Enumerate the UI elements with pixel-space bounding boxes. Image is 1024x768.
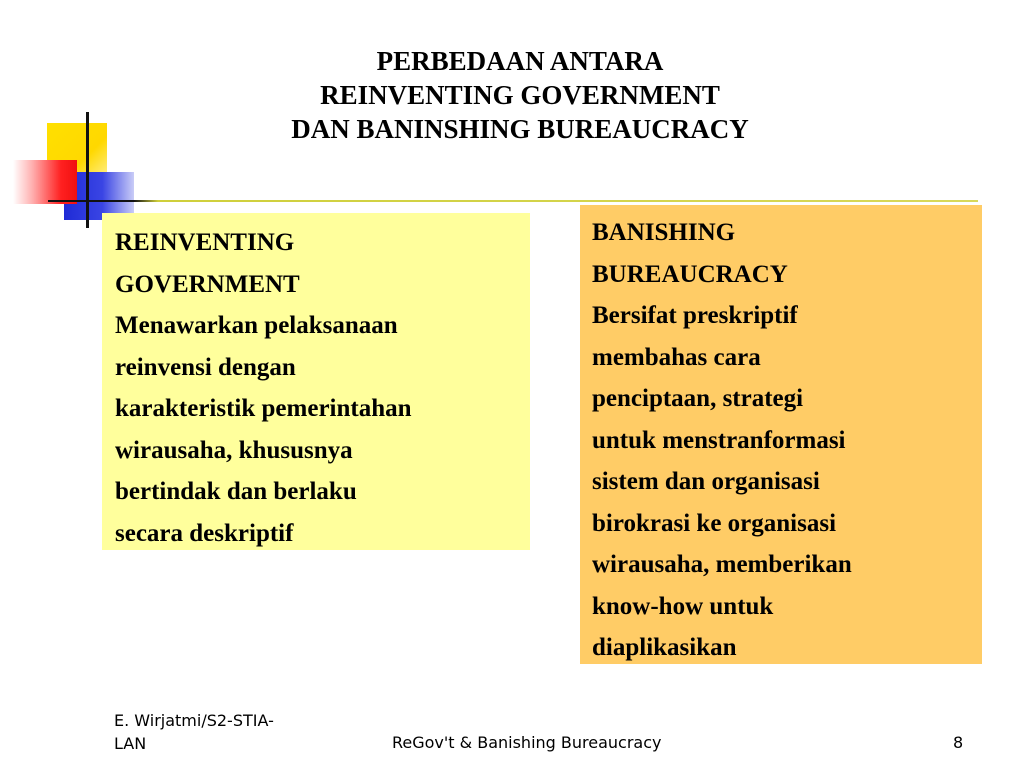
right-box-line: penciptaan, strategi: [592, 385, 804, 412]
decorative-squares-icon: [0, 0, 180, 240]
vertical-rule: [86, 112, 89, 228]
right-box-line: BUREAUCRACY: [592, 260, 788, 288]
banishing-bureaucracy-box: [580, 205, 982, 664]
footer-author-line-2: LAN: [114, 734, 147, 753]
left-box-line: secara deskriptif: [115, 519, 294, 547]
footer-title: ReGov't & Banishing Bureaucracy: [392, 733, 662, 752]
right-box-line: wirausaha, memberikan: [592, 551, 852, 578]
left-box-line: bertindak dan berlaku: [115, 478, 357, 505]
slide-title: [180, 44, 860, 146]
title-line-2: REINVENTING GOVERNMENT: [320, 80, 720, 110]
left-box-line: wirausaha, khususnya: [115, 436, 353, 464]
reinventing-government-box: [102, 213, 530, 550]
right-box-line: sistem dan organisasi: [592, 468, 820, 495]
title-line-1: PERBEDAAN ANTARA: [376, 46, 664, 76]
red-square-icon: [13, 160, 77, 204]
left-box-line: reinvensi dengan: [115, 353, 296, 381]
left-box-line: REINVENTING: [115, 229, 295, 256]
left-box-line: Menawarkan pelaksanaan: [115, 312, 398, 339]
title-line-3: DAN BANINSHING BUREAUCRACY: [291, 114, 749, 144]
right-box-line: BANISHING: [592, 219, 736, 246]
footer-author: [114, 709, 274, 755]
right-box-line: know-how untuk: [592, 592, 774, 620]
footer-author-line-1: E. Wirjatmi/S2-STIA-: [114, 711, 274, 730]
left-box-line: GOVERNMENT: [115, 270, 300, 298]
page-number: 8: [953, 733, 964, 752]
right-box-line: untuk menstranformasi: [592, 426, 846, 454]
right-box-line: birokrasi ke organisasi: [592, 509, 837, 537]
right-box-line: diaplikasikan: [592, 634, 737, 661]
right-box-line: membahas cara: [592, 343, 761, 371]
left-box-line: karakteristik pemerintahan: [115, 395, 412, 422]
right-box-line: Bersifat preskriptif: [592, 302, 798, 329]
horizontal-rule: [48, 200, 978, 202]
